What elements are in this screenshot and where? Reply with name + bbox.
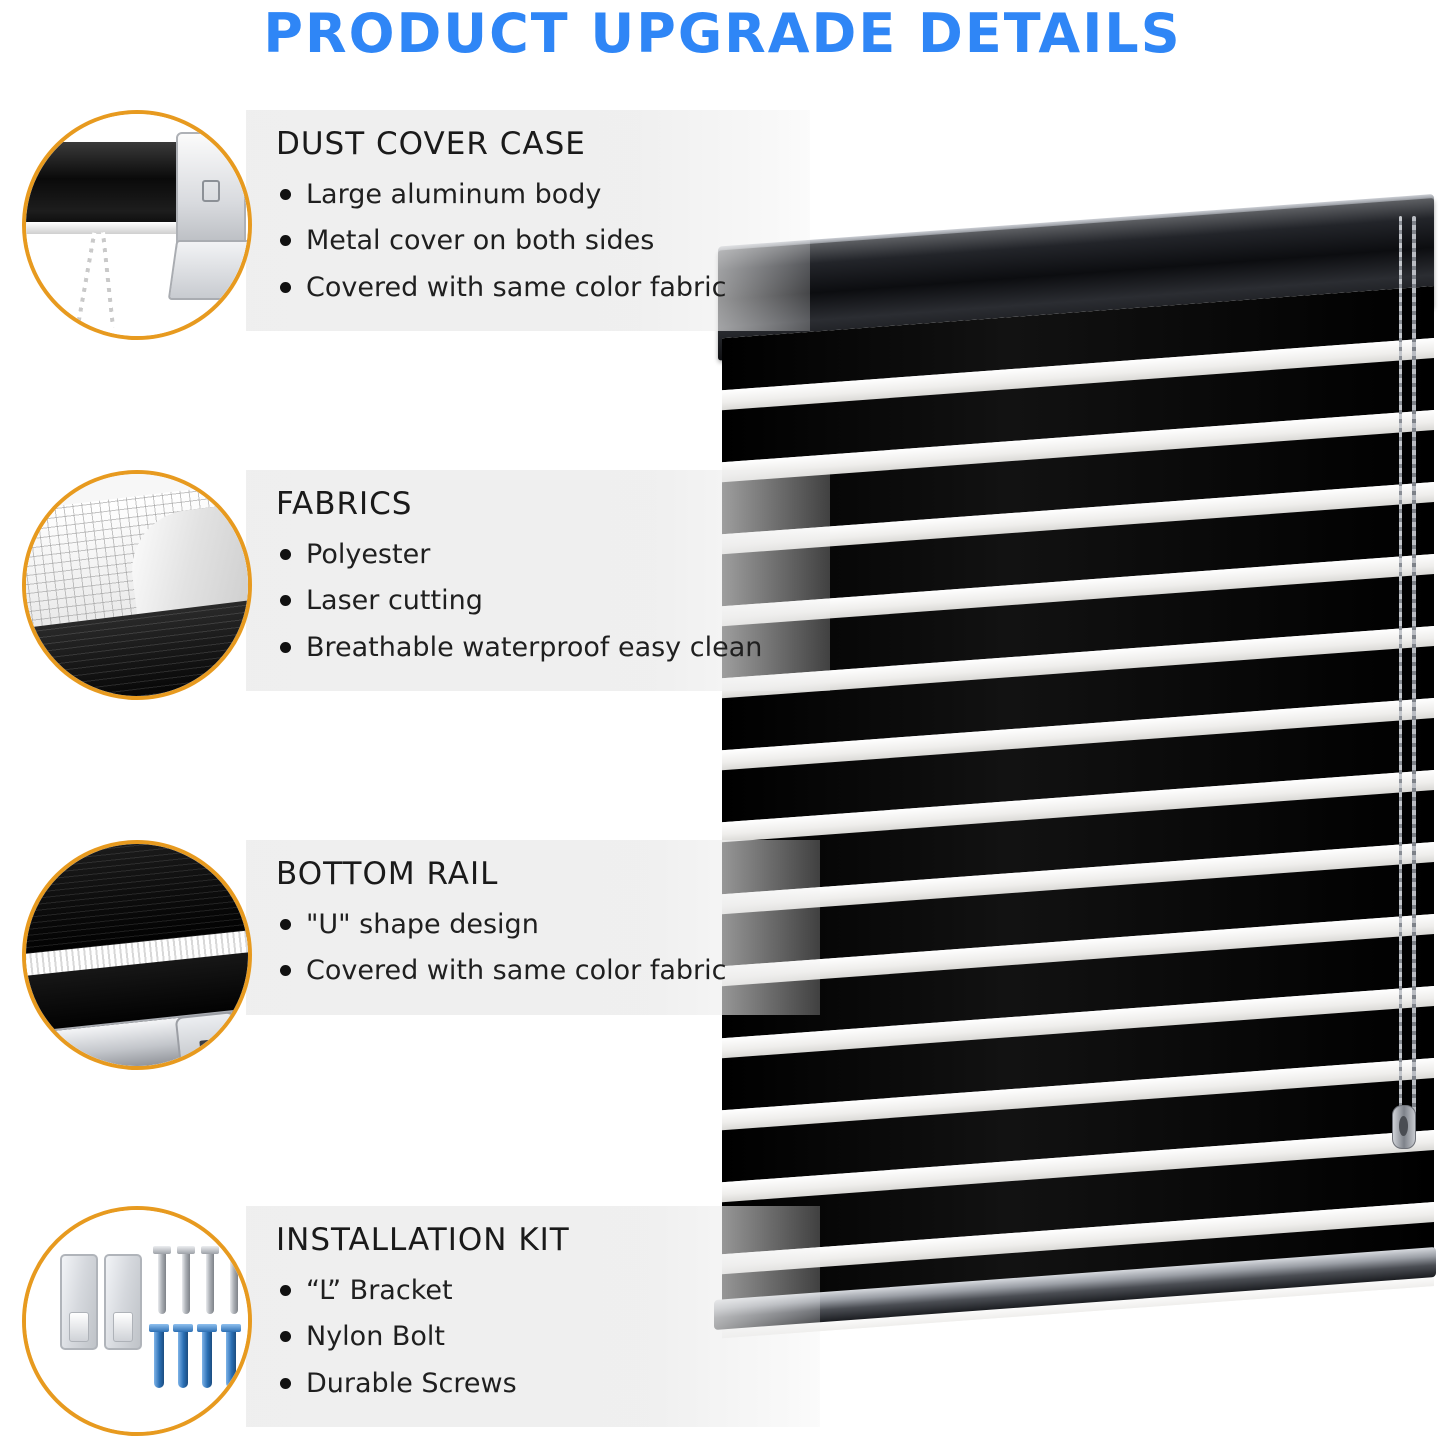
bullet-item: Durable Screws: [276, 1361, 786, 1407]
bullet-item: “L” Bracket: [276, 1268, 786, 1314]
feature-text-panel: [246, 840, 820, 1015]
feature-bottom-rail: [22, 840, 820, 1070]
feature-title: INSTALLATION KIT: [276, 1222, 570, 1258]
bullet-item: Covered with same color fabric: [276, 948, 786, 994]
feature-dust-cover-case: [22, 110, 810, 340]
feature-text-panel: [246, 470, 830, 691]
nylon-bolt-icon: [154, 1330, 164, 1388]
screw-icon: [230, 1252, 238, 1314]
bullet-item: Large aluminum body: [276, 172, 776, 218]
bullet-item: "U" shape design: [276, 902, 786, 948]
bullet-item: Laser cutting: [276, 578, 796, 624]
bottom-rail-photo: [22, 840, 252, 1070]
nylon-bolt-icon: [178, 1330, 188, 1388]
nylon-bolt-icon: [226, 1330, 236, 1388]
bullet-item: Nylon Bolt: [276, 1314, 786, 1360]
feature-installation-kit: [22, 1206, 820, 1436]
installation-kit-photo: [22, 1206, 252, 1436]
page-title: PRODUCT UPGRADE DETAILS: [263, 2, 1182, 65]
feature-text-panel: [246, 110, 810, 331]
feature-title: BOTTOM RAIL: [276, 856, 499, 892]
screw-icon: [182, 1252, 190, 1314]
feature-title: DUST COVER CASE: [276, 126, 586, 162]
bullet-item: Polyester: [276, 532, 796, 578]
bullet-item: Breathable waterproof easy clean: [276, 625, 796, 671]
fabrics-photo: [22, 470, 252, 700]
feature-fabrics: [22, 470, 830, 700]
feature-title: FABRICS: [276, 486, 413, 522]
screw-icon: [158, 1252, 166, 1314]
bullet-item: Covered with same color fabric: [276, 265, 776, 311]
bullet-item: Metal cover on both sides: [276, 218, 776, 264]
screw-icon: [206, 1252, 214, 1314]
feature-text-panel: [246, 1206, 820, 1427]
bead-chain: [1412, 216, 1416, 1116]
l-bracket-icon: [60, 1254, 98, 1350]
product-illustration: [700, 190, 1440, 1310]
feature-bullet-list: [276, 902, 786, 995]
feature-bullet-list: [276, 1268, 786, 1407]
feature-bullet-list: [276, 172, 776, 311]
nylon-bolt-icon: [202, 1330, 212, 1388]
l-bracket-icon: [104, 1254, 142, 1350]
zebra-fabric-panel: [722, 286, 1434, 1338]
dust-cover-case-photo: [22, 110, 252, 340]
chain-weight: [1392, 1105, 1416, 1149]
bead-chain-secondary: [1399, 216, 1402, 1116]
feature-bullet-list: [276, 532, 796, 671]
